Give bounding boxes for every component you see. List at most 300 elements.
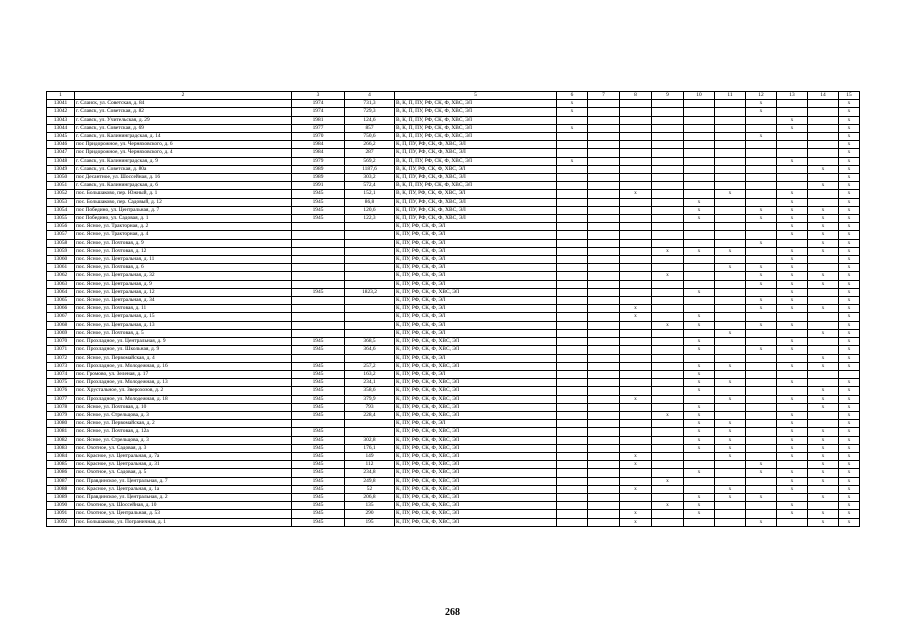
mark-cell: x [620, 518, 652, 526]
mark-cell: x [839, 206, 860, 214]
area-cell: 124,6 [345, 116, 395, 124]
year-cell [292, 280, 345, 288]
mark-cell: x [808, 329, 839, 337]
row-id-cell: 13088 [47, 485, 75, 493]
mark-cell [557, 247, 588, 255]
utilities-cell: К, ПУ, РФ, СК, Ф, ХВС, ЭЛ [395, 477, 557, 485]
mark-cell: x [839, 461, 860, 469]
mark-cell: x [839, 231, 860, 239]
utilities-cell: К, ПУ, РФ, СК, Ф, ЭЛ [395, 354, 557, 362]
table-row [47, 444, 860, 452]
mark-cell: x [808, 354, 839, 362]
mark-cell [652, 157, 684, 165]
table-row [47, 395, 860, 403]
mark-cell [620, 362, 652, 370]
mark-cell [620, 493, 652, 501]
mark-cell [684, 231, 715, 239]
year-cell: 1945 [292, 288, 345, 296]
mark-cell: x [839, 411, 860, 419]
mark-cell [777, 108, 808, 116]
mark-cell [557, 321, 588, 329]
mark-cell [557, 502, 588, 510]
mark-cell [684, 297, 715, 305]
mark-cell [746, 420, 777, 428]
mark-cell [808, 297, 839, 305]
year-cell: 1981 [292, 116, 345, 124]
mark-cell: x [715, 420, 746, 428]
mark-cell [620, 256, 652, 264]
address-cell: пос. Ясное, ул. Почтовая, д. 9 [75, 239, 292, 247]
mark-cell [588, 247, 620, 255]
mark-cell [746, 370, 777, 378]
mark-cell [652, 346, 684, 354]
mark-cell [746, 485, 777, 493]
mark-cell [715, 124, 746, 132]
mark-cell [808, 141, 839, 149]
table-row [47, 354, 860, 362]
mark-cell [715, 157, 746, 165]
mark-cell: x [777, 346, 808, 354]
year-cell: 1945 [292, 436, 345, 444]
mark-cell [715, 461, 746, 469]
table-row [47, 124, 860, 132]
mark-cell: x [839, 297, 860, 305]
mark-cell: x [777, 338, 808, 346]
mark-cell [808, 346, 839, 354]
mark-cell [715, 280, 746, 288]
mark-cell [715, 403, 746, 411]
mark-cell: x [777, 288, 808, 296]
mark-cell: x [839, 395, 860, 403]
mark-cell [620, 141, 652, 149]
mark-cell [588, 297, 620, 305]
mark-cell: x [746, 297, 777, 305]
area-cell: 120,6 [345, 206, 395, 214]
utilities-cell: К, ПУ, РФ, СК, Ф, ХВС, ЭЛ [395, 444, 557, 452]
mark-cell: x [684, 321, 715, 329]
mark-cell [652, 444, 684, 452]
utilities-cell: К, ПУ, РФ, СК, Ф, ХВС, ЭЛ [395, 428, 557, 436]
year-cell: 1945 [292, 403, 345, 411]
table-row [47, 346, 860, 354]
table-row [47, 518, 860, 526]
table-row [47, 379, 860, 387]
mark-cell: x [746, 100, 777, 108]
mark-cell [588, 321, 620, 329]
mark-cell: x [777, 231, 808, 239]
utilities-cell: К, ПУ, РФ, СК, Ф, ХВС, ЭЛ [395, 485, 557, 493]
mark-cell: x [777, 510, 808, 518]
mark-cell: x [684, 198, 715, 206]
mark-cell: x [808, 436, 839, 444]
mark-cell [777, 239, 808, 247]
mark-cell: x [715, 428, 746, 436]
row-id-cell: 13082 [47, 436, 75, 444]
mark-cell [746, 477, 777, 485]
utilities-cell: К, ПУ, РФ, СК, Ф, ХВС, ЭЛ [395, 379, 557, 387]
table-row [47, 387, 860, 395]
year-cell: 1970 [292, 133, 345, 141]
mark-cell [620, 124, 652, 132]
table-row [47, 280, 860, 288]
year-cell [292, 305, 345, 313]
mark-cell [588, 165, 620, 173]
mark-cell [684, 518, 715, 526]
address-cell: пос. Ясное, ул. Первомайская, д. 4 [75, 354, 292, 362]
mark-cell [652, 305, 684, 313]
row-id-cell: 13045 [47, 133, 75, 141]
table-row [47, 370, 860, 378]
mark-cell: x [746, 518, 777, 526]
mark-cell [746, 510, 777, 518]
mark-cell [620, 436, 652, 444]
row-id-cell: 13061 [47, 264, 75, 272]
mark-cell [715, 272, 746, 280]
mark-cell: x [620, 452, 652, 460]
mark-cell [746, 436, 777, 444]
mark-cell [808, 116, 839, 124]
mark-cell: x [777, 411, 808, 419]
area-cell [345, 231, 395, 239]
row-id-cell: 13051 [47, 182, 75, 190]
area-cell: 206,8 [345, 493, 395, 501]
mark-cell: x [684, 403, 715, 411]
mark-cell [557, 346, 588, 354]
row-id-cell: 13058 [47, 239, 75, 247]
mark-cell [557, 493, 588, 501]
table-row [47, 313, 860, 321]
utilities-cell: К, ПУ, РФ, СК, Ф, ХВС, ЭЛ [395, 387, 557, 395]
utilities-cell: В, К, П, ПУ, РФ, СК, Ф, ХВС, ЭЛ [395, 100, 557, 108]
mark-cell [715, 174, 746, 182]
mark-cell [808, 321, 839, 329]
year-cell [292, 231, 345, 239]
mark-cell: x [777, 477, 808, 485]
mark-cell [808, 198, 839, 206]
mark-cell: x [777, 444, 808, 452]
area-cell: 287 [345, 149, 395, 157]
mark-cell [620, 428, 652, 436]
utilities-cell: К, ПУ, РФ, СК, Ф, ЭЛ [395, 264, 557, 272]
mark-cell: x [715, 247, 746, 255]
mark-cell [652, 182, 684, 190]
address-cell: пос. Ясное, ул. Центральная, д. 15 [75, 313, 292, 321]
mark-cell: x [652, 502, 684, 510]
mark-cell [808, 108, 839, 116]
row-id-cell: 13044 [47, 124, 75, 132]
mark-cell: x [620, 313, 652, 321]
utilities-cell: К, ПУ, РФ, СК, Ф, ХВС, ЭЛ [395, 411, 557, 419]
mark-cell [746, 502, 777, 510]
mark-cell [777, 133, 808, 141]
mark-cell: x [839, 305, 860, 313]
header-cell: 11 [715, 92, 746, 100]
mark-cell: x [808, 469, 839, 477]
area-cell [345, 329, 395, 337]
address-cell: пос. Ясное, ул. Почтовая, д. 12 [75, 247, 292, 255]
mark-cell: x [684, 247, 715, 255]
area-cell: 857 [345, 124, 395, 132]
mark-cell: x [715, 362, 746, 370]
year-cell: 1945 [292, 370, 345, 378]
table-row [47, 149, 860, 157]
mark-cell [777, 354, 808, 362]
mark-cell: x [839, 215, 860, 223]
row-id-cell: 13050 [47, 174, 75, 182]
mark-cell: x [839, 174, 860, 182]
mark-cell: x [684, 428, 715, 436]
mark-cell [715, 100, 746, 108]
utilities-cell: В, К, ПУ, РФ, СК, Ф, ХВС, ЭЛ [395, 190, 557, 198]
mark-cell [557, 133, 588, 141]
table-row [47, 288, 860, 296]
mark-cell [652, 124, 684, 132]
address-cell: пос. Ясное, ул. Первомайская, д. 2 [75, 420, 292, 428]
mark-cell [620, 346, 652, 354]
address-cell: г. Славск, ул. Калининградская, д. 9 [75, 157, 292, 165]
mark-cell [715, 256, 746, 264]
address-cell: пос. Ясное, ул. Стрельцова, д. 3 [75, 436, 292, 444]
mark-cell [684, 165, 715, 173]
mark-cell: x [746, 346, 777, 354]
area-cell [345, 223, 395, 231]
mark-cell: x [839, 502, 860, 510]
mark-cell: x [839, 469, 860, 477]
mark-cell: x [684, 502, 715, 510]
table-row [47, 165, 860, 173]
header-cell: 13 [777, 92, 808, 100]
area-cell: 290 [345, 510, 395, 518]
mark-cell: x [557, 100, 588, 108]
year-cell [292, 256, 345, 264]
area-cell [345, 247, 395, 255]
mark-cell [652, 141, 684, 149]
year-cell: 1974 [292, 108, 345, 116]
row-id-cell: 13069 [47, 329, 75, 337]
mark-cell [652, 370, 684, 378]
mark-cell [557, 461, 588, 469]
mark-cell [652, 256, 684, 264]
address-cell: пос. Прохладное, ул. Школьная, д. 9 [75, 346, 292, 354]
mark-cell [777, 518, 808, 526]
mark-cell [588, 452, 620, 460]
mark-cell: x [839, 436, 860, 444]
mark-cell [557, 510, 588, 518]
row-id-cell: 13090 [47, 502, 75, 510]
mark-cell [746, 149, 777, 157]
address-cell: пос. Правдинское, ул. Центральная, д. 2 [75, 493, 292, 501]
table-row [47, 362, 860, 370]
utilities-cell: В, К, П, ПУ, РФ, СК, Ф, ХВС, ЭЛ [395, 133, 557, 141]
mark-cell: x [777, 157, 808, 165]
mark-cell: x [808, 452, 839, 460]
mark-cell [620, 272, 652, 280]
mark-cell [620, 444, 652, 452]
mark-cell: x [777, 198, 808, 206]
year-cell [292, 329, 345, 337]
mark-cell: x [808, 477, 839, 485]
mark-cell [588, 395, 620, 403]
mark-cell [808, 313, 839, 321]
mark-cell [808, 174, 839, 182]
year-cell [292, 223, 345, 231]
table-row [47, 420, 860, 428]
table-row [47, 100, 860, 108]
mark-cell [777, 461, 808, 469]
mark-cell: x [777, 420, 808, 428]
utilities-cell: К, ПУ, РФ, СК, Ф, ЭЛ [395, 370, 557, 378]
year-cell: 1945 [292, 444, 345, 452]
mark-cell [715, 305, 746, 313]
row-id-cell: 13049 [47, 165, 75, 173]
address-cell: г. Славск, ул. Калининградская, д. 14 [75, 133, 292, 141]
row-id-cell: 13073 [47, 362, 75, 370]
mark-cell [652, 493, 684, 501]
mark-cell [684, 477, 715, 485]
mark-cell [777, 100, 808, 108]
utilities-cell: В, К, П, ПУ, РФ, СК, Ф, ХВС, ЭЛ [395, 182, 557, 190]
mark-cell [715, 477, 746, 485]
area-cell [345, 256, 395, 264]
year-cell: 1977 [292, 124, 345, 132]
mark-cell [715, 411, 746, 419]
mark-cell [588, 428, 620, 436]
table-row [47, 338, 860, 346]
year-cell: 1945 [292, 485, 345, 493]
table-row [47, 436, 860, 444]
mark-cell: x [652, 477, 684, 485]
mark-cell [620, 280, 652, 288]
year-cell: 1945 [292, 502, 345, 510]
mark-cell [588, 436, 620, 444]
mark-cell: x [808, 305, 839, 313]
mark-cell: x [808, 182, 839, 190]
row-id-cell: 13062 [47, 272, 75, 280]
mark-cell [588, 239, 620, 247]
year-cell [292, 247, 345, 255]
mark-cell [684, 461, 715, 469]
table-row [47, 469, 860, 477]
year-cell: 1945 [292, 493, 345, 501]
mark-cell [684, 124, 715, 132]
area-cell [345, 305, 395, 313]
mark-cell [777, 493, 808, 501]
mark-cell [746, 198, 777, 206]
mark-cell: x [652, 247, 684, 255]
mark-cell [588, 329, 620, 337]
mark-cell [620, 133, 652, 141]
address-cell: пос. Правдинское, ул. Центральная, д. 7 [75, 477, 292, 485]
mark-cell [684, 182, 715, 190]
mark-cell [588, 469, 620, 477]
table-row [47, 297, 860, 305]
mark-cell [588, 362, 620, 370]
address-cell: пос. Красное, ул. Центральная, д. 1а [75, 485, 292, 493]
utilities-cell: К, ПУ, РФ, СК, Ф, ХВС, ЭЛ [395, 469, 557, 477]
mark-cell [588, 149, 620, 157]
area-cell: 176,1 [345, 444, 395, 452]
address-cell: пос. Ясное, ул. Центральная, д. 12 [75, 288, 292, 296]
year-cell: 1989 [292, 165, 345, 173]
mark-cell: x [808, 444, 839, 452]
mark-cell [588, 108, 620, 116]
mark-cell: x [777, 247, 808, 255]
mark-cell [557, 436, 588, 444]
mark-cell: x [557, 124, 588, 132]
mark-cell: x [777, 297, 808, 305]
mark-cell: x [808, 215, 839, 223]
row-id-cell: 13076 [47, 387, 75, 395]
mark-cell [557, 256, 588, 264]
header-cell: 8 [620, 92, 652, 100]
mark-cell [588, 256, 620, 264]
mark-cell [557, 518, 588, 526]
year-cell [292, 321, 345, 329]
row-id-cell: 13055 [47, 215, 75, 223]
mark-cell: x [808, 362, 839, 370]
mark-cell: x [777, 272, 808, 280]
mark-cell: x [839, 149, 860, 157]
mark-cell [652, 452, 684, 460]
mark-cell: x [684, 444, 715, 452]
mark-cell: x [777, 469, 808, 477]
mark-cell [652, 379, 684, 387]
mark-cell [777, 141, 808, 149]
mark-cell: x [620, 395, 652, 403]
mark-cell [588, 305, 620, 313]
mark-cell: x [808, 403, 839, 411]
mark-cell: x [746, 461, 777, 469]
mark-cell [620, 206, 652, 214]
mark-cell [652, 329, 684, 337]
mark-cell: x [839, 321, 860, 329]
mark-cell [588, 124, 620, 132]
mark-cell: x [652, 272, 684, 280]
mark-cell [808, 411, 839, 419]
mark-cell [715, 215, 746, 223]
table-row [47, 428, 860, 436]
mark-cell: x [839, 288, 860, 296]
area-cell: 1187,6 [345, 165, 395, 173]
mark-cell [620, 182, 652, 190]
mark-cell [808, 338, 839, 346]
table-row [47, 223, 860, 231]
row-id-cell: 13064 [47, 288, 75, 296]
row-id-cell: 13074 [47, 370, 75, 378]
mark-cell [746, 387, 777, 395]
mark-cell: x [808, 395, 839, 403]
address-cell: пос. Большаково, пер. Южный, д. 1 [75, 190, 292, 198]
utilities-cell: К, П, ПУ, РФ, СК, Ф, ХВС, ЭЛ [395, 198, 557, 206]
mark-cell [746, 165, 777, 173]
row-id-cell: 13086 [47, 469, 75, 477]
mark-cell: x [777, 428, 808, 436]
area-cell: 729,3 [345, 108, 395, 116]
mark-cell [620, 387, 652, 395]
mark-cell [652, 403, 684, 411]
mark-cell [652, 280, 684, 288]
mark-cell: x [839, 182, 860, 190]
mark-cell [684, 395, 715, 403]
utilities-cell: К, ПУ, РФ, СК, Ф, ХВС, ЭЛ [395, 288, 557, 296]
mark-cell: x [746, 264, 777, 272]
mark-cell [652, 395, 684, 403]
mark-cell [808, 502, 839, 510]
table-row [47, 116, 860, 124]
mark-cell [746, 190, 777, 198]
year-cell: 1945 [292, 362, 345, 370]
mark-cell: x [746, 133, 777, 141]
